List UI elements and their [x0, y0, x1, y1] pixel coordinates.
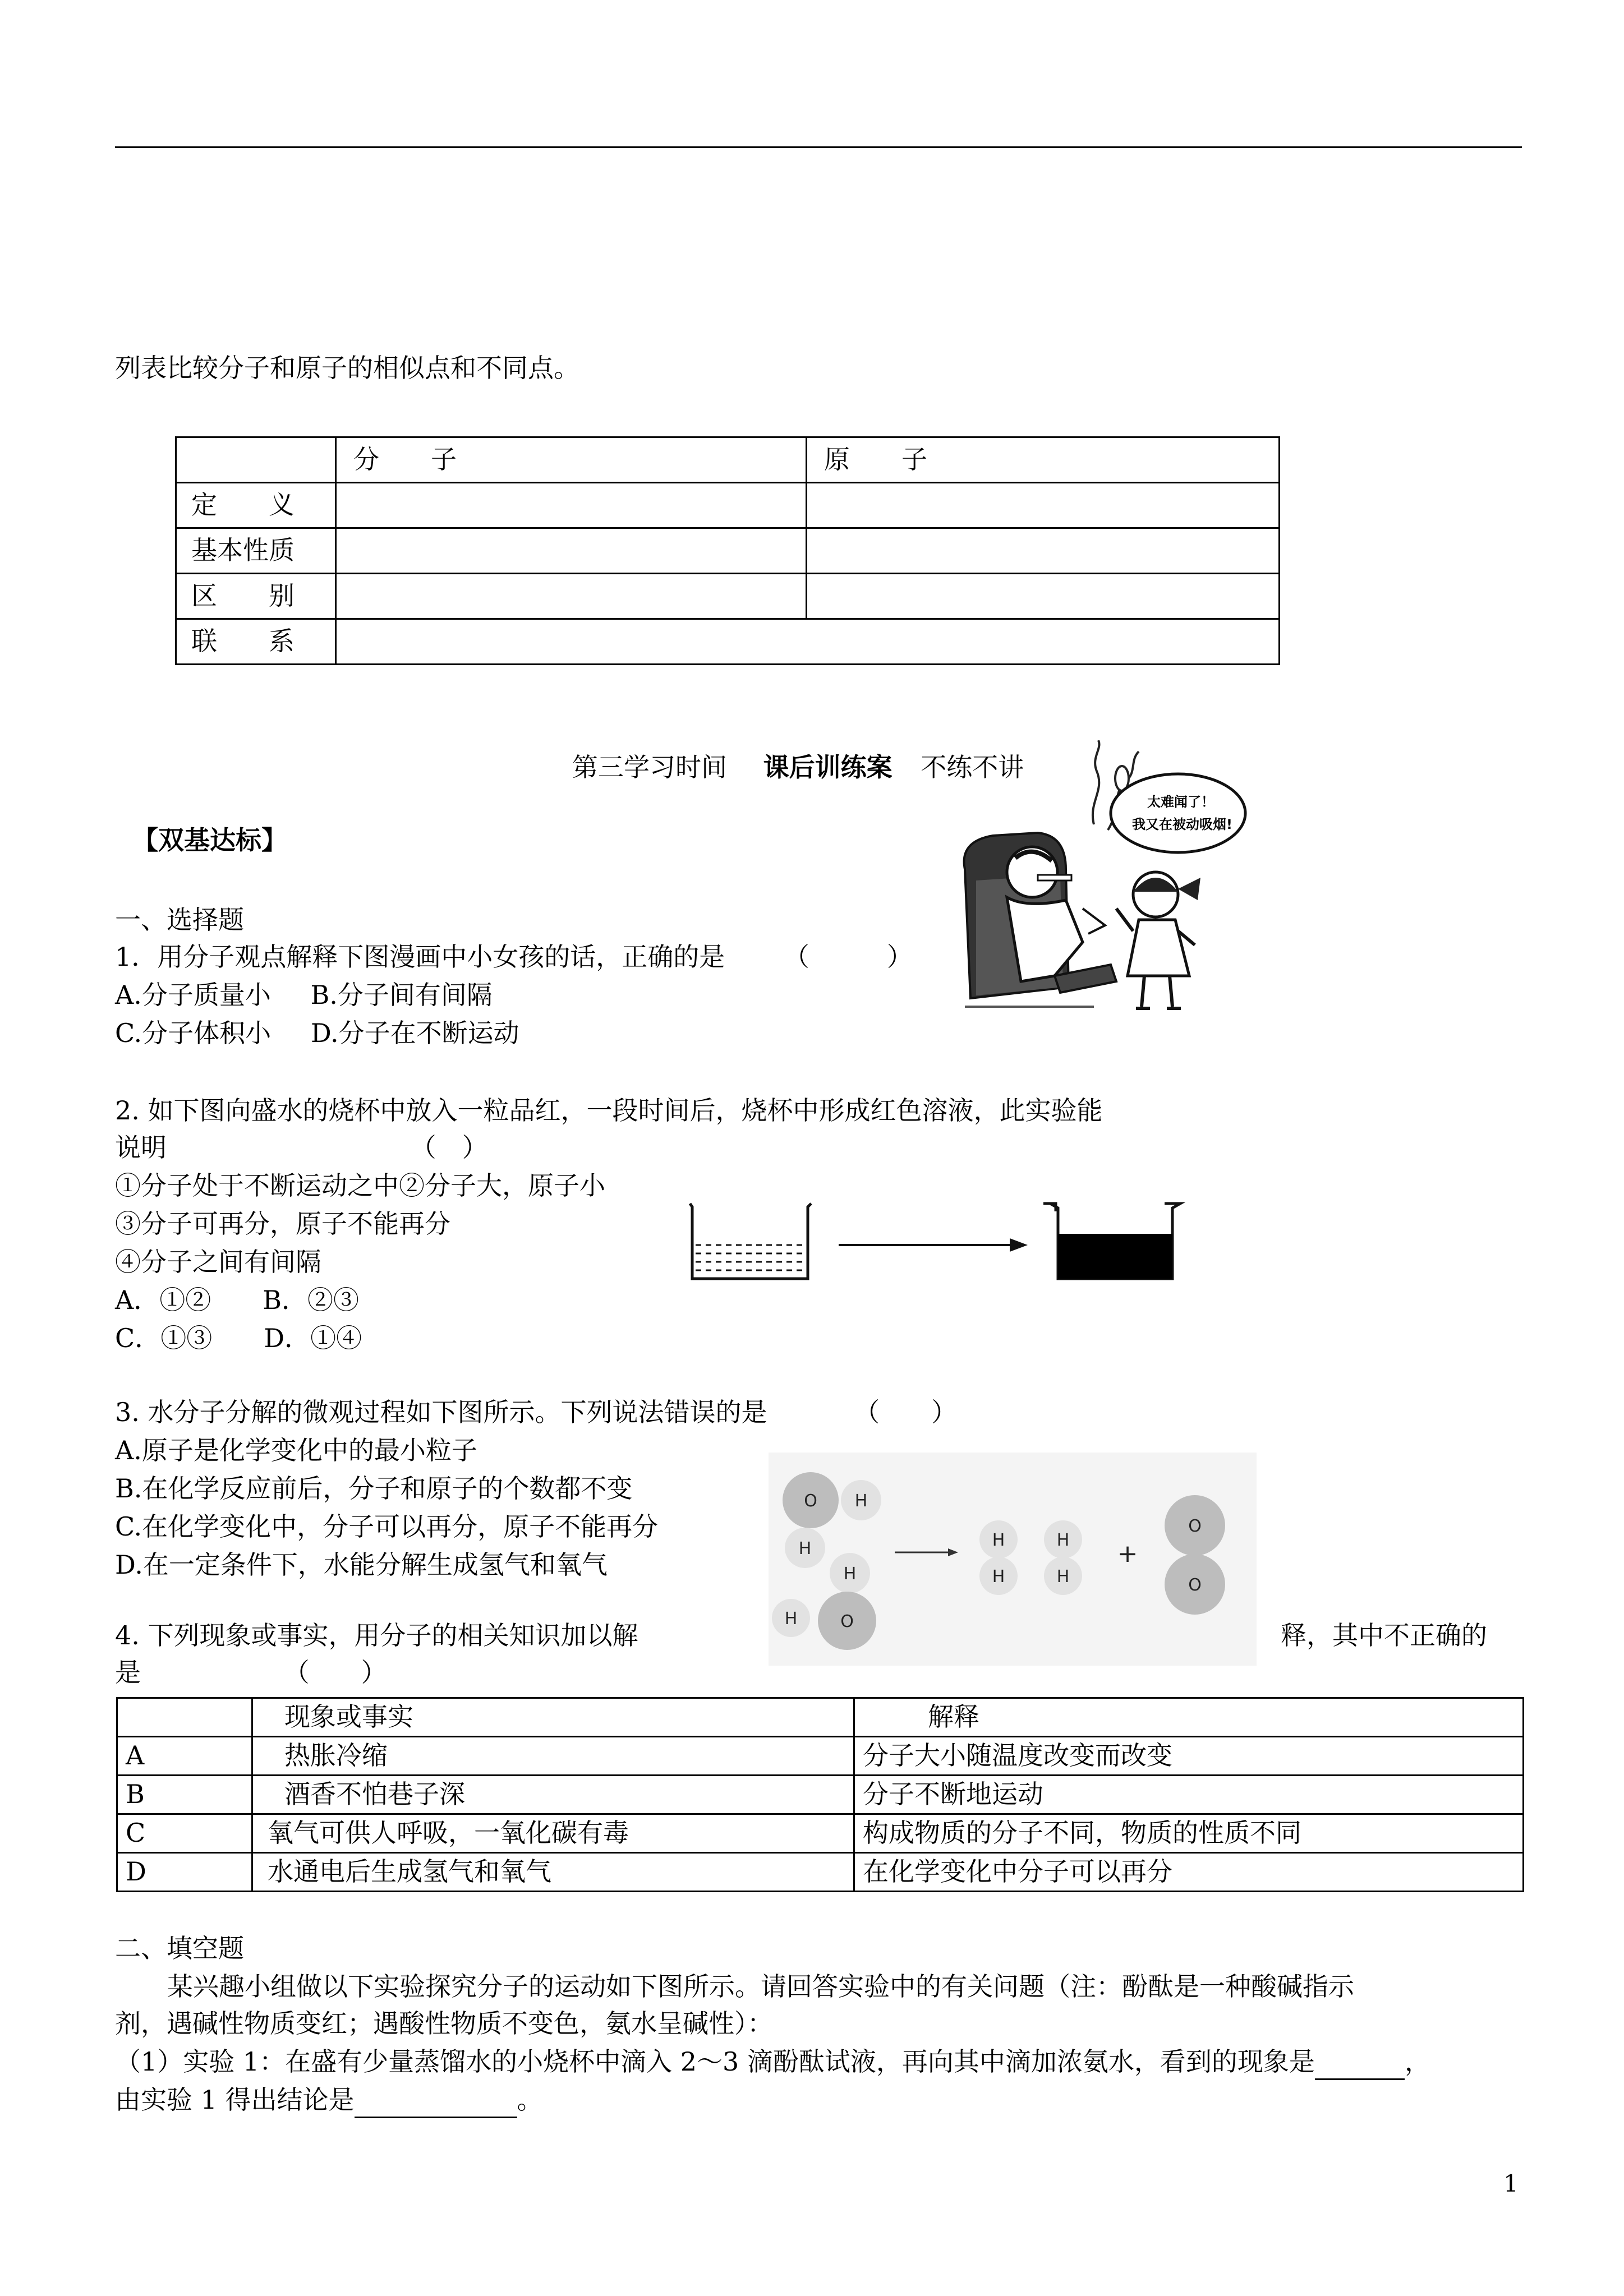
- option-cell: A: [117, 1737, 252, 1776]
- q1-options-row2: [115, 1017, 519, 1050]
- table-cell: [807, 574, 1280, 619]
- water-decomposition-diagram: [769, 1453, 1257, 1666]
- speech-line-1: 太难闻了！: [1147, 794, 1214, 810]
- q3-option-a: A.原子是化学变化中的最小粒子: [115, 1435, 477, 1465]
- smoking-cartoon-illustration: [954, 740, 1257, 1032]
- atom-label: H: [1056, 1567, 1070, 1587]
- intro-text: 列表比较分子和原子的相似点和不同点。: [115, 353, 579, 383]
- section-prefix: 第三学习时间: [572, 752, 727, 782]
- shuangji-heading: 【双基达标】: [132, 825, 287, 855]
- table-row: [117, 1853, 1524, 1892]
- q3-paren: （ ）: [854, 1397, 958, 1427]
- table-cell: [336, 619, 1280, 665]
- q2-statement-1: ①分子处于不断运动之中②分子大，原子小: [115, 1170, 605, 1201]
- fill-para-line2: 剂，遇碱性物质变红；遇酸性物质不变色，氨水呈碱性）：: [115, 2008, 773, 2039]
- atom-label: H: [992, 1567, 1005, 1587]
- part1-heading: 一、选择题: [115, 905, 244, 935]
- table-header-cell: 分 子: [336, 437, 807, 483]
- q2-paren: （ ）: [410, 1132, 488, 1163]
- q2-statement-3: ④分子之间有间隔: [115, 1247, 321, 1277]
- beaker-before: [690, 1204, 811, 1279]
- q3-option-d: D.在一定条件下，水能分解生成氢气和氧气: [115, 1550, 608, 1580]
- atom-label: O: [804, 1491, 817, 1511]
- answer-blank-2[interactable]: [355, 2084, 517, 2118]
- option-cell: D: [117, 1853, 252, 1892]
- q1-stem: [115, 941, 913, 974]
- q2-stem-text: 说明: [115, 1132, 167, 1163]
- speech-line-2: 我又在被动吸烟!: [1132, 817, 1232, 832]
- fill-q1-line2: [115, 2084, 543, 2118]
- row-label: 定 义: [176, 483, 336, 528]
- atom-label: H: [784, 1609, 798, 1629]
- table-row: [117, 1737, 1524, 1776]
- part2-heading: 二、填空题: [115, 1933, 244, 1963]
- q1-paren: （ ）: [783, 942, 913, 972]
- table-row: [176, 574, 1280, 619]
- section-suffix: 不练不讲: [921, 752, 1024, 782]
- header-rule: [115, 146, 1522, 148]
- table-cell: [807, 483, 1280, 528]
- fill-para-line1: 某兴趣小组做以下实验探究分子的运动如下图所示。请回答实验中的有关问题（注：酚酞是一种酸碱指示: [167, 1971, 1354, 2002]
- table-header-cell: 解释: [854, 1698, 1524, 1737]
- table-cell: [336, 528, 807, 574]
- fact-cell: 热胀冷缩: [252, 1737, 854, 1776]
- q4-stem-left: 4. 下列现象或事实，用分子的相关知识加以解: [115, 1620, 638, 1650]
- atom-label: H: [854, 1491, 868, 1511]
- q3-option-b: B.在化学反应前后，分子和原子的个数都不变: [115, 1473, 633, 1504]
- compare-table: [175, 436, 1280, 665]
- table-cell: [807, 528, 1280, 574]
- q4-stem-line2: [115, 1657, 387, 1689]
- atom-label: H: [843, 1564, 857, 1584]
- q3-stem-text: 3. 水分子分解的微观过程如下图所示。下列说法错误的是: [115, 1397, 767, 1427]
- table-row: [117, 1698, 1524, 1737]
- fill-q1-end: ，: [1404, 2046, 1430, 2077]
- explain-cell: 构成物质的分子不同，物质的性质不同: [854, 1814, 1524, 1853]
- explain-cell: 分子不断地运动: [854, 1776, 1524, 1814]
- explain-cell: 分子大小随温度改变而改变: [854, 1737, 1524, 1776]
- table-cell: [336, 574, 807, 619]
- table-row: [176, 437, 1280, 483]
- q2-options-ab: A．①② B．②③: [115, 1285, 360, 1315]
- atom-label: O: [1188, 1575, 1202, 1595]
- q1-option-a: A.分子质量小: [115, 980, 271, 1010]
- q4-table: [116, 1697, 1524, 1892]
- fact-cell: 水通电后生成氢气和氧气: [252, 1853, 854, 1892]
- svg-text:+: +: [1117, 1539, 1138, 1568]
- fill-q1-line1: [115, 2046, 1430, 2080]
- row-label: 基本性质: [176, 528, 336, 574]
- row-label: 区 别: [176, 574, 336, 619]
- q1-stem-text: 1．用分子观点解释下图漫画中小女孩的话，正确的是: [115, 942, 725, 972]
- fill-q1-text: （1）实验 1：在盛有少量蒸馏水的小烧杯中滴入 2～3 滴酚酞试液，再向其中滴加浓氨水，看到的现象是: [115, 2046, 1315, 2077]
- table-header-cell: [117, 1698, 252, 1737]
- table-row: [117, 1814, 1524, 1853]
- answer-blank-1[interactable]: [1315, 2046, 1405, 2080]
- q1-option-d: D.分子在不断运动: [310, 1018, 519, 1048]
- q1-options-row1: [115, 979, 493, 1012]
- arrow-right: [839, 1238, 1028, 1252]
- table-header-cell: 现象或事实: [252, 1698, 854, 1737]
- q2-stem-line2: [115, 1132, 488, 1164]
- option-cell: C: [117, 1814, 252, 1853]
- table-row: [176, 483, 1280, 528]
- fill-q1-conclusion-text: 由实验 1 得出结论是: [115, 2085, 355, 2115]
- atom-label: H: [798, 1539, 812, 1559]
- q2-options-cd: C．①③ D．①④: [115, 1323, 362, 1353]
- page-number: 1: [1503, 2170, 1519, 2197]
- q4-stem-right: 释，其中不正确的: [1281, 1620, 1487, 1650]
- atom-label: O: [840, 1612, 854, 1631]
- q2-statement-2: ③分子可再分，原子不能再分: [115, 1209, 450, 1239]
- row-label: 联 系: [176, 619, 336, 665]
- q3-option-c: C.在化学变化中，分子可以再分，原子不能再分: [115, 1511, 659, 1542]
- table-row: [117, 1776, 1524, 1814]
- q1-option-b: B.分子间有间隔: [310, 980, 493, 1010]
- atom-label: H: [1056, 1530, 1070, 1550]
- fact-cell: 氧气可供人呼吸，一氧化碳有毒: [252, 1814, 854, 1853]
- table-header-cell: [176, 437, 336, 483]
- atom-label: H: [992, 1530, 1005, 1550]
- table-row: [176, 528, 1280, 574]
- explain-cell: 在化学变化中分子可以再分: [854, 1853, 1524, 1892]
- q4-stem-text: 是: [115, 1657, 141, 1688]
- q3-stem: [115, 1396, 957, 1429]
- table-cell: [336, 483, 807, 528]
- fill-q1-conclusion-end: 。: [517, 2085, 543, 2115]
- table-row: [176, 619, 1280, 665]
- beaker-after: [1043, 1204, 1180, 1279]
- option-cell: B: [117, 1776, 252, 1814]
- fact-cell: 酒香不怕巷子深: [252, 1776, 854, 1814]
- section-main: 课后训练案: [763, 752, 892, 782]
- atom-label: O: [1188, 1516, 1202, 1536]
- table-header-cell: 原 子: [807, 437, 1280, 483]
- q1-option-c: C.分子体积小: [115, 1018, 272, 1048]
- beaker-diffusion-diagram: [684, 1200, 1206, 1284]
- q4-paren: （ ）: [283, 1657, 387, 1688]
- q2-stem-line1: 2. 如下图向盛水的烧杯中放入一粒品红，一段时间后，烧杯中形成红色溶液，此实验能: [115, 1095, 1103, 1126]
